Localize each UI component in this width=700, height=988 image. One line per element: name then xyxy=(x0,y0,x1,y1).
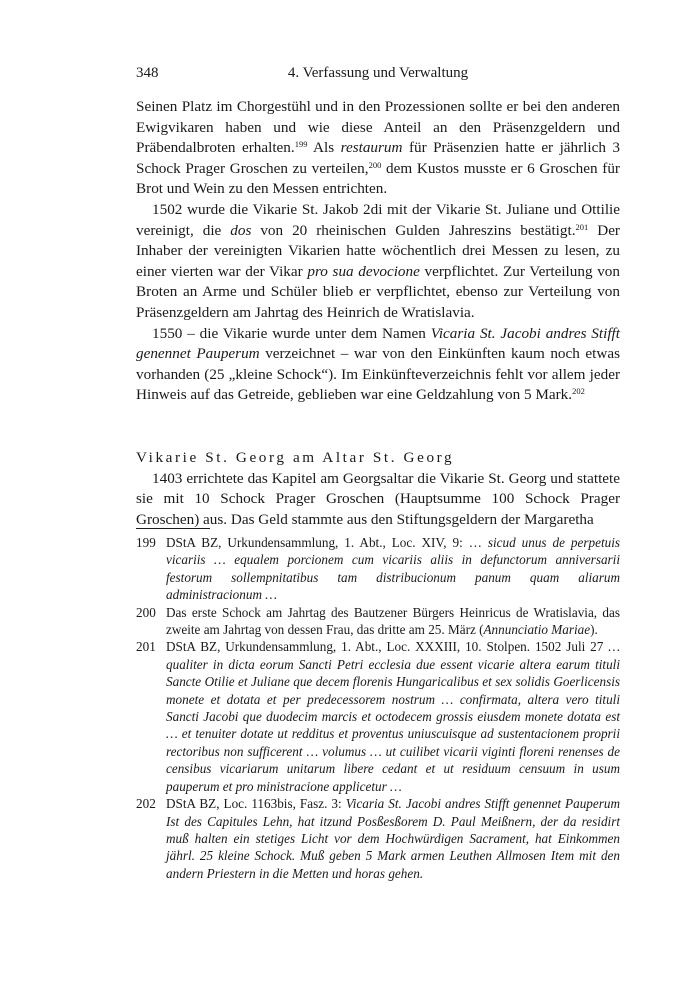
italic-quote: Vicaria St. Jacobi andres Stifft genennet Pauperum Ist des Capitules Lehn, hat itzund Posßesßorem D. Paul Meißnern, der da residirt muß halten ein stetiges Licht vor dem Hochwürdigen Sacrament, hat Einkommen jährl. 25 kleine Schock. Muß geben 5 Mark armen Leuthen Allmosen Item mit den andern Priestern in die Metten und horas gehen. xyxy=(166,796,620,881)
text-run: DStA BZ, Urkundensammlung, 1. Abt., Loc. XXXIII, 10. Stolpen. 1502 Juli 27 xyxy=(166,639,609,655)
italic-term: Annunciatio Mariae xyxy=(483,622,591,638)
italic-term: pro sua devocione xyxy=(307,262,420,280)
footnote-ref-199[interactable]: 199 xyxy=(294,139,308,150)
footnote-number: 201 xyxy=(136,639,156,655)
italic-term: Vicaria St. Jacobi andres Stifft genennet Pauperum xyxy=(136,324,620,363)
footnote-text xyxy=(166,795,620,882)
text-run: 1550 – die Vikarie wurde unter dem Namen xyxy=(152,324,431,342)
footnote-number: 202 xyxy=(136,796,156,812)
footnote-ref-200[interactable]: 200 xyxy=(368,159,382,170)
page-header xyxy=(136,63,620,83)
footnote-202 xyxy=(136,795,620,882)
text-run: Der Inhaber der vereinigten Vikarien hatte wöchentlich drei Messen zu lesen, zu einer vierten war der Vikar xyxy=(136,221,620,280)
footnote-number: 199 xyxy=(136,535,156,550)
text-run: DStA BZ, Loc. 1163bis, Fasz. 3: xyxy=(166,796,346,812)
paragraph-1 xyxy=(136,97,620,200)
main-text xyxy=(136,97,620,530)
text-run: für Präsenzien hatte er jährlich 3 Schock Prager Groschen zu verteilen, xyxy=(136,139,620,177)
footnote-ref-201[interactable]: 201 xyxy=(575,221,589,232)
italic-term: dos xyxy=(230,221,252,239)
page-number: 348 xyxy=(136,65,159,81)
footnote-text xyxy=(166,638,620,795)
paragraph-2 xyxy=(136,200,620,324)
footnote-199 xyxy=(136,534,620,604)
text-run: 1502 wurde die Vikarie St. Jakob 2di mit der Vikarie St. Juliane und Ottilie vereinigt, die xyxy=(136,200,620,239)
footnote-number: 200 xyxy=(136,604,156,620)
section-heading: Vikarie St. Georg am Altar St. Georg xyxy=(136,448,455,466)
footnote-200 xyxy=(136,604,620,639)
footnotes xyxy=(136,534,620,882)
text-run: ). xyxy=(590,622,598,638)
text-run: dem Kustos musste er 6 Groschen für Brot und Wein zu den Messen entrichten. xyxy=(136,159,620,198)
italic-quote: … qualiter in dicta eorum Sancti Petri ecclesia due essent vicarie altera earum tituli Sancte Otilie et Juliane que decem florenis Hungaricalibus et sex solidis Goerlicensis monete et dotata et per predecessorem nostrum … confirmata, altera vero tituli Sancti Jacobi que duodecim marcis et octodecem grossis eiusdem monete dotata est … et tenuiter dotate ut redditus et proventus uniuscuisque ad sustentacionem proprii rectoribus non sufficerent … volumus … ut cuilibet vicarii viginti floreni renenses de censibus vicariarum unitarum libere cedant et ut residuum censuum in usum pauperum et pro ministracione applicetur … xyxy=(166,639,620,794)
running-title: 4. Verfassung und Verwaltung xyxy=(287,65,469,81)
footnote-text xyxy=(166,604,620,639)
text-run: Als xyxy=(307,139,341,157)
footnote-201 xyxy=(136,638,620,795)
text-run: von 20 rheinischen Gulden Jahreszins bestätigt. xyxy=(251,221,576,239)
footnote-separator xyxy=(136,528,210,529)
text-run: DStA BZ, Urkundensammlung, 1. Abt., Loc. XIV, 9: … xyxy=(166,535,488,550)
text-run: verzeichnet – war von den Einkünften kaum noch etwas vorhanden (25 „kleine Schock“). Im Einkünfteverzeichnis fehlt vor allem jeder Hinweis auf das Getreide, geblieben war eine Geldzahlung von 5 Mark. xyxy=(136,345,620,404)
text-run: verpflichtet. Zur Verteilung von Broten an Arme und Schüler blieb er verpflichtet, ebenso zur Verteilung von Präsenzgeldern am Jahrtag des Heinrich de Wratislavia. xyxy=(136,262,620,321)
text-run: Seinen Platz im Chorgestühl und in den Prozessionen sollte er bei den anderen Ewigvikaren haben und wie diese Anteil an den Präsenzgeldern und Präbendalbroten erhalten. xyxy=(136,98,620,157)
footnote-ref-202[interactable]: 202 xyxy=(572,386,585,397)
italic-quote: sicud unus de perpetuis vicariis … equalem porcionem cum vicariis aliis in defunctorum anniversarii festorum sollempnitatibus tam distribucionum panum quam aliarum administracionum … xyxy=(166,535,620,603)
paragraph-3 xyxy=(136,324,620,406)
text-run: Das erste Schock am Jahrtag des Bautzener Bürgers Heinricus de Wratislavia, das zweite am Jahrtag von dessen Frau, das dritte am 25. März ( xyxy=(166,604,620,638)
footnote-text xyxy=(166,534,620,604)
paragraph-4: 1403 errichtete das Kapitel am Georgsaltar die Vikarie St. Georg und stattete sie mit 10 Schock Prager Groschen (Hauptsumme 100 Schock Prager Groschen) aus. Das Geld stammte aus den Stiftungsgeldern der Margaretha xyxy=(136,469,620,528)
italic-term: restaurum xyxy=(340,139,403,157)
